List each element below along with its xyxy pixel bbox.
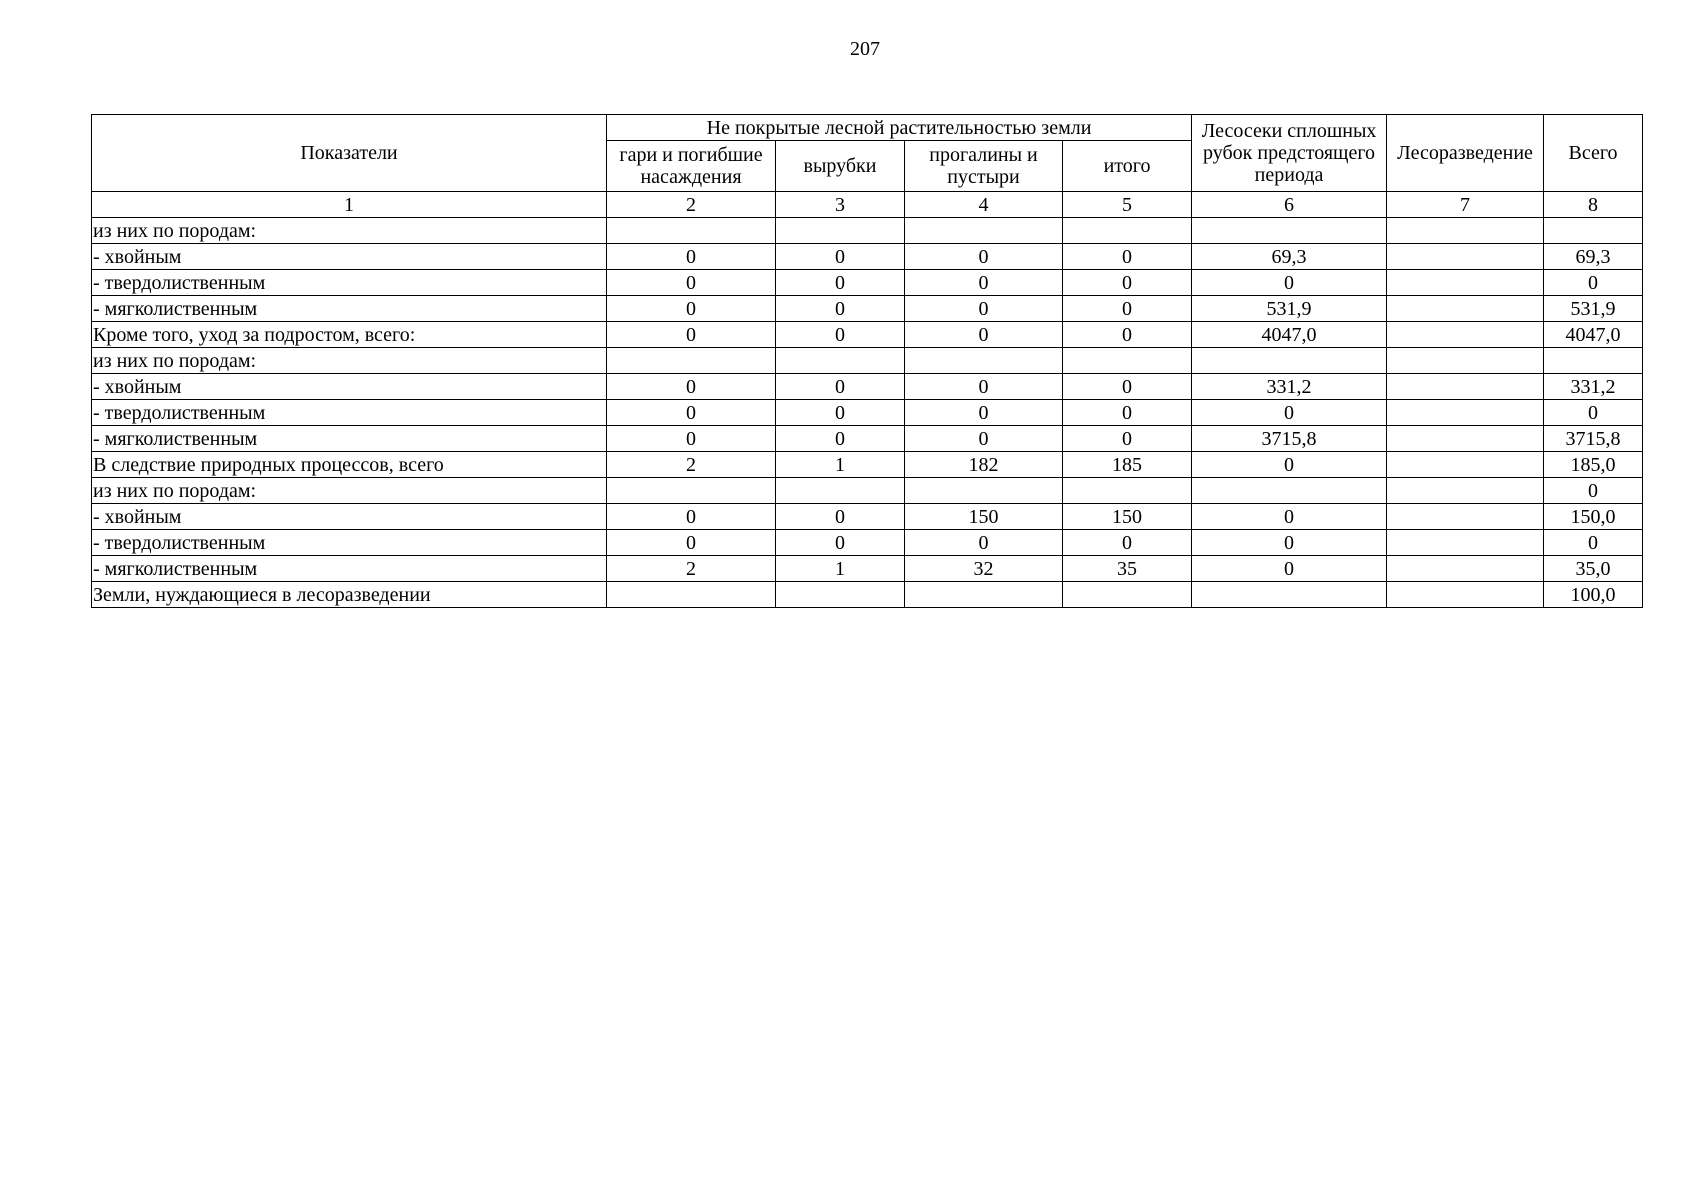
column-number: 4 [905, 192, 1063, 218]
table-cell: 0 [607, 504, 776, 530]
table-cell [1063, 348, 1192, 374]
forest-lands-table [91, 114, 1643, 608]
table-cell: 2 [607, 452, 776, 478]
row-label: - хвойным [92, 504, 607, 530]
table-cell [1063, 218, 1192, 244]
table-cell: 0 [1063, 426, 1192, 452]
table-cell: 69,3 [1544, 244, 1643, 270]
table-cell: 0 [776, 400, 905, 426]
header-afforestation: Лесоразведение [1387, 115, 1544, 192]
header-felling-areas: Лесосеки сплошных рубок предстоящего периода [1192, 115, 1387, 192]
table-cell: 2 [607, 556, 776, 582]
column-number: 3 [776, 192, 905, 218]
column-number: 6 [1192, 192, 1387, 218]
row-label: Кроме того, уход за подростом, всего: [92, 322, 607, 348]
table-cell: 0 [607, 270, 776, 296]
table-cell: 0 [1544, 530, 1643, 556]
table-cell: 0 [776, 244, 905, 270]
table-cell: 0 [905, 244, 1063, 270]
table-cell [905, 582, 1063, 608]
header-burned-stands: гари и погибшие насаждения [607, 141, 776, 192]
table-cell: 0 [776, 296, 905, 322]
column-number-row [92, 192, 1643, 218]
table-row [92, 426, 1643, 452]
table-cell: 0 [776, 530, 905, 556]
table-cell: 0 [1063, 244, 1192, 270]
table-row [92, 270, 1643, 296]
row-label: Земли, нуждающиеся в лесоразведении [92, 582, 607, 608]
table-cell: 0 [905, 400, 1063, 426]
table-cell [607, 348, 776, 374]
table-cell [776, 218, 905, 244]
table-cell: 185,0 [1544, 452, 1643, 478]
table-cell [607, 218, 776, 244]
table-cell: 0 [1192, 270, 1387, 296]
table-cell [1192, 582, 1387, 608]
table-cell: 0 [1063, 270, 1192, 296]
table-cell: 0 [607, 296, 776, 322]
table-cell [776, 478, 905, 504]
table-cell [1387, 426, 1544, 452]
row-label: - твердолиственным [92, 530, 607, 556]
row-label: - твердолиственным [92, 400, 607, 426]
table-cell [1063, 582, 1192, 608]
column-number: 7 [1387, 192, 1544, 218]
table-cell [776, 348, 905, 374]
table-cell: 0 [905, 426, 1063, 452]
table-cell: 0 [607, 530, 776, 556]
table-row [92, 374, 1643, 400]
table-cell: 0 [905, 270, 1063, 296]
table-cell [1387, 452, 1544, 478]
table-cell: 0 [1192, 452, 1387, 478]
table-cell: 0 [776, 426, 905, 452]
table-cell: 35,0 [1544, 556, 1643, 582]
table-cell [905, 218, 1063, 244]
table-row [92, 244, 1643, 270]
column-number: 1 [92, 192, 607, 218]
table-cell [1544, 218, 1643, 244]
table-cell [607, 478, 776, 504]
table-cell [1387, 530, 1544, 556]
table-cell: 0 [1192, 400, 1387, 426]
table-cell [1387, 348, 1544, 374]
table-cell: 4047,0 [1192, 322, 1387, 348]
table-cell: 0 [1544, 478, 1643, 504]
header-total: Всего [1544, 115, 1643, 192]
table-row [92, 504, 1643, 530]
table-cell [1387, 504, 1544, 530]
table-row [92, 530, 1643, 556]
table-cell: 32 [905, 556, 1063, 582]
table-row [92, 348, 1643, 374]
table-cell [1192, 218, 1387, 244]
table-row [92, 452, 1643, 478]
table-cell: 531,9 [1192, 296, 1387, 322]
table-cell [1063, 478, 1192, 504]
row-label: - хвойным [92, 244, 607, 270]
table-cell [1387, 478, 1544, 504]
table-cell: 0 [1544, 400, 1643, 426]
table-cell: 1 [776, 556, 905, 582]
table-cell: 185 [1063, 452, 1192, 478]
table-cell: 0 [776, 374, 905, 400]
column-number: 5 [1063, 192, 1192, 218]
table-cell [1387, 296, 1544, 322]
table-cell: 182 [905, 452, 1063, 478]
table-row [92, 582, 1643, 608]
table-cell: 0 [1063, 322, 1192, 348]
table-row [92, 556, 1643, 582]
table-cell: 150 [1063, 504, 1192, 530]
table-cell: 0 [776, 504, 905, 530]
table-cell: 331,2 [1192, 374, 1387, 400]
row-label: - твердолиственным [92, 270, 607, 296]
header-subtotal: итого [1063, 141, 1192, 192]
table-cell: 1 [776, 452, 905, 478]
header-indicators: Показатели [92, 115, 607, 192]
row-label: - мягколиственным [92, 426, 607, 452]
table-cell [1192, 478, 1387, 504]
table-cell: 35 [1063, 556, 1192, 582]
row-label: В следствие природных процессов, всего [92, 452, 607, 478]
table-cell: 150,0 [1544, 504, 1643, 530]
table-cell [1387, 582, 1544, 608]
page-number: 207 [850, 38, 880, 60]
table-cell: 0 [1544, 270, 1643, 296]
table-cell [1192, 348, 1387, 374]
table-cell: 0 [776, 270, 905, 296]
table-cell: 0 [1063, 296, 1192, 322]
header-clearings: вырубки [776, 141, 905, 192]
row-label: из них по породам: [92, 478, 607, 504]
row-label: - мягколиственным [92, 296, 607, 322]
table-cell: 0 [607, 426, 776, 452]
table-cell: 69,3 [1192, 244, 1387, 270]
table-cell [1387, 218, 1544, 244]
table-cell: 531,9 [1544, 296, 1643, 322]
table-cell [1387, 244, 1544, 270]
table-cell: 4047,0 [1544, 322, 1643, 348]
table-cell: 0 [1063, 530, 1192, 556]
column-number: 8 [1544, 192, 1643, 218]
table-cell: 0 [905, 296, 1063, 322]
table-cell: 0 [1192, 504, 1387, 530]
table-cell: 331,2 [1544, 374, 1643, 400]
table-cell: 0 [1192, 556, 1387, 582]
table-cell: 0 [1063, 374, 1192, 400]
table-cell: 0 [607, 244, 776, 270]
table-cell [905, 348, 1063, 374]
row-label: - хвойным [92, 374, 607, 400]
row-label: - мягколиственным [92, 556, 607, 582]
table-row [92, 322, 1643, 348]
table-cell: 0 [905, 530, 1063, 556]
table-row [92, 218, 1643, 244]
table-row [92, 400, 1643, 426]
table-body [92, 218, 1643, 608]
table-cell: 150 [905, 504, 1063, 530]
row-label: из них по породам: [92, 348, 607, 374]
column-number: 2 [607, 192, 776, 218]
table-cell: 0 [607, 400, 776, 426]
table-cell: 3715,8 [1192, 426, 1387, 452]
table-cell [1387, 270, 1544, 296]
table-cell [1387, 374, 1544, 400]
table-cell: 0 [607, 322, 776, 348]
table-cell [1387, 400, 1544, 426]
table-row [92, 296, 1643, 322]
table-cell [607, 582, 776, 608]
header-unforested-lands: Не покрытые лесной растительностью земли [607, 115, 1192, 141]
table-row [92, 478, 1643, 504]
table-cell [1387, 556, 1544, 582]
table-cell: 0 [607, 374, 776, 400]
table-cell: 0 [776, 322, 905, 348]
table-cell: 0 [1192, 530, 1387, 556]
row-label: из них по породам: [92, 218, 607, 244]
table-cell: 0 [1063, 400, 1192, 426]
table-cell: 3715,8 [1544, 426, 1643, 452]
table-cell [1544, 348, 1643, 374]
table-cell: 0 [905, 322, 1063, 348]
table-cell: 0 [905, 374, 1063, 400]
header-glades-wastelands: прогалины и пустыри [905, 141, 1063, 192]
table-cell [905, 478, 1063, 504]
table-cell [1387, 322, 1544, 348]
table-cell: 100,0 [1544, 582, 1643, 608]
table-cell [776, 582, 905, 608]
